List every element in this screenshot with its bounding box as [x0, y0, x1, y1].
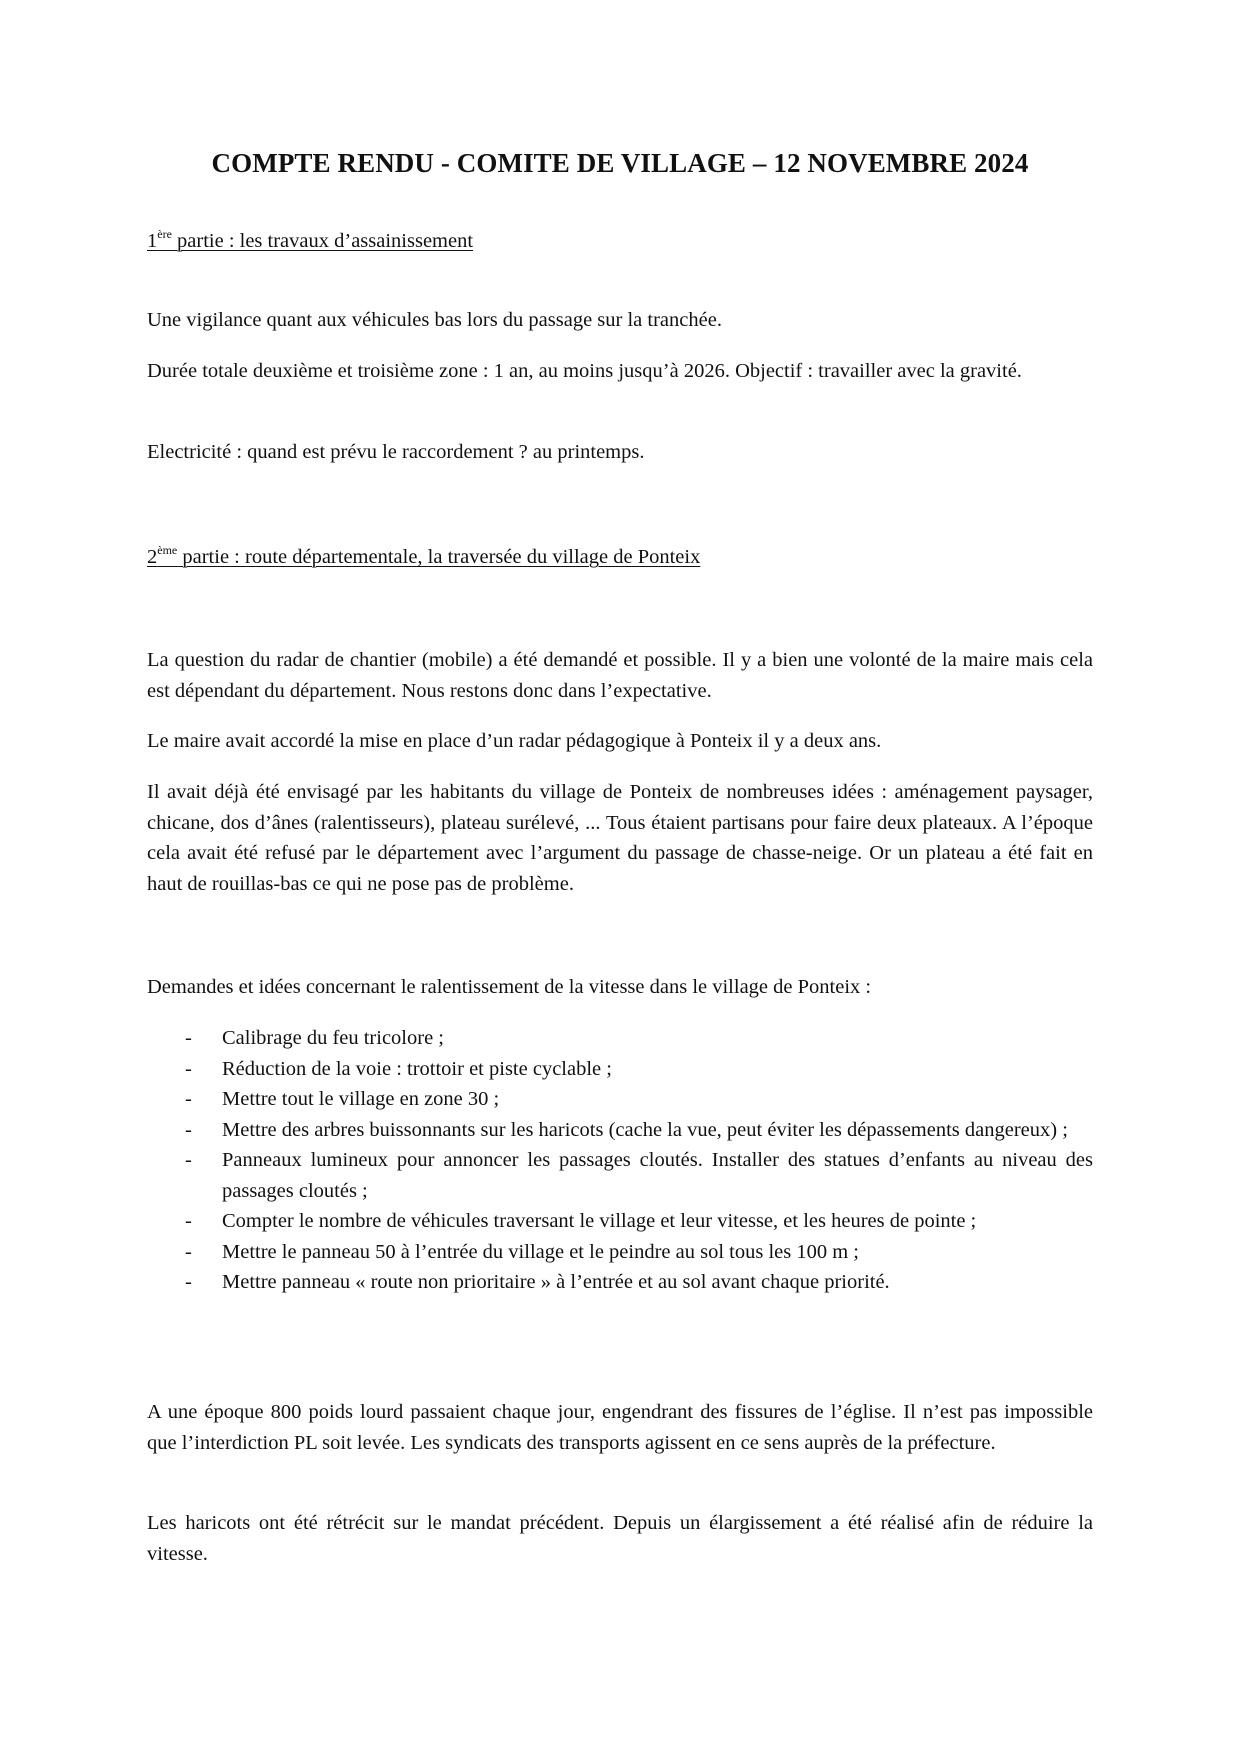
list-item: - Mettre panneau « route non prioritaire » à l’entrée et au sol avant chaque priorité. — [147, 1267, 1093, 1298]
section-heading-part-2 — [147, 542, 1093, 573]
section-title: partie : les travaux d’assainissement — [171, 230, 474, 252]
list-dash: - — [185, 1240, 192, 1263]
paragraph: Demandes et idées concernant le ralentissement de la vitesse dans le village de Ponteix : — [147, 976, 872, 998]
paragraph: Le maire avait accordé la mise en place d’un radar pédagogique à Ponteix il y a deux ans. — [147, 730, 882, 752]
ordinal-suffix: ère — [157, 227, 172, 241]
list-item: - Compter le nombre de véhicules traversant le village et leur vitesse, et les heures de pointe ; — [147, 1206, 1093, 1237]
list-dash: - — [185, 1057, 192, 1080]
list-item: - Calibrage du feu tricolore ; — [147, 1023, 1093, 1054]
list-item: - Mettre des arbres buissonnants sur les haricots (cache la vue, peut éviter les dépassements dangereux) ; — [147, 1115, 1093, 1146]
list-dash: - — [185, 1210, 192, 1232]
list-item: - Panneaux lumineux pour annoncer les passages cloutés. Installer des statues d’enfants au niveau des passages cloutés ; — [147, 1145, 1093, 1206]
section-number: 2 — [147, 546, 158, 568]
section-title: partie : route départementale, la traversée du village de Ponteix — [177, 546, 701, 568]
list-dash: - — [185, 1088, 192, 1110]
speed-reduction-list — [147, 1023, 1093, 1298]
list-item: - Réduction de la voie : trottoir et piste cyclable ; — [147, 1054, 1093, 1085]
list-dash: - — [185, 1118, 192, 1141]
paragraph: Durée totale deuxième et troisième zone : 1 an, au moins jusqu’à 2026. Objectif : travailler avec la gravité. — [147, 360, 1022, 382]
section-heading-part-1 — [147, 226, 1093, 257]
paragraph: A une époque 800 poids lourd passaient chaque jour, engendrant des fissures de l’église. Il n’est pas impossible que l’interdiction PL soit levée. Les syndicats des transports agissent en ce sens auprès de la préfecture. — [147, 1401, 1093, 1454]
list-item: - Mettre tout le village en zone 30 ; — [147, 1084, 1093, 1115]
paragraph: Une vigilance quant aux véhicules bas lors du passage sur la tranchée. — [147, 309, 722, 331]
list-item: - Mettre le panneau 50 à l’entrée du village et le peindre au sol tous les 100 m ; — [147, 1237, 1093, 1268]
paragraph: Electricité : quand est prévu le raccordement ? au printemps. — [147, 441, 645, 463]
list-dash: - — [185, 1027, 192, 1049]
page-title: COMPTE RENDU - COMITE DE VILLAGE – 12 NOVEMBRE 2024 — [211, 148, 1029, 178]
ordinal-suffix: ème — [157, 543, 178, 557]
list-dash: - — [185, 1149, 192, 1171]
paragraph: La question du radar de chantier (mobile) a été demandé et possible. Il y a bien une volonté de la maire mais cela est dépendant du département. Nous restons donc dans l’expectative. — [147, 649, 1093, 702]
list-dash: - — [185, 1271, 192, 1293]
paragraph: Les haricots ont été rétrécit sur le mandat précédent. Depuis un élargissement a été réalisé afin de réduire la vitesse. — [147, 1512, 1093, 1565]
section-number: 1 — [147, 230, 158, 252]
paragraph: Il avait déjà été envisagé par les habitants du village de Ponteix de nombreuses idées : aménagement paysager, chicane, dos d’ânes (ralentisseurs), plateau surélevé, ... Tous étaient partisans pour faire deux plateaux. A l’époque cela avait été refusé par le département avec l’argument du passage de chasse-neige. Or un plateau a été fait en haut de rouillas-bas ce qui ne pose pas de problème. — [147, 781, 1093, 895]
